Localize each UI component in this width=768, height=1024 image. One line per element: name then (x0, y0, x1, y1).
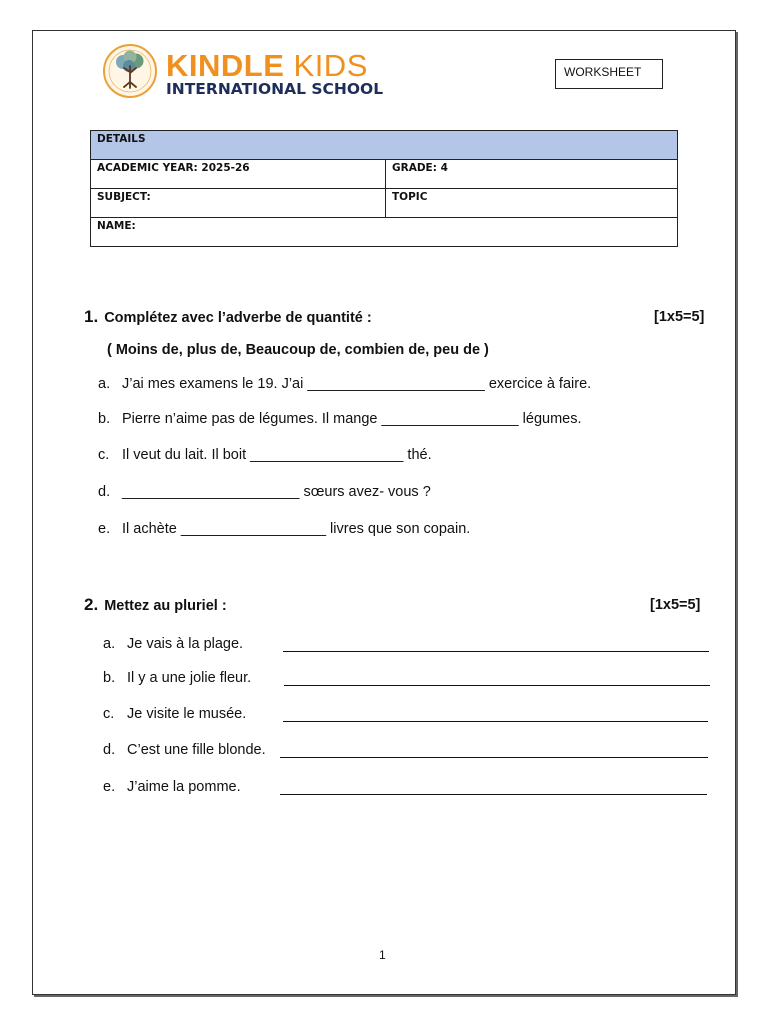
subject-cell: SUBJECT: (91, 189, 386, 218)
q2-item-d: d. C’est une fille blonde. (103, 742, 266, 758)
answer-blank[interactable]: ______________________ (307, 376, 485, 392)
q1-item-c: c. Il veut du lait. Il boit ___________________ thé. (98, 447, 432, 463)
academic-year-cell: ACADEMIC YEAR: 2025-26 (91, 160, 386, 189)
q1-item-a: a. J’ai mes examens le 19. J’ai ______________________ exercice à faire. (98, 376, 592, 392)
question-1-heading: 1. Complétez avec l’adverbe de quantité : (84, 307, 372, 326)
answer-line[interactable] (280, 757, 708, 758)
brand-subtitle: INTERNATIONAL SCHOOL (166, 80, 384, 98)
details-header: DETAILS (91, 131, 678, 160)
answer-line[interactable] (280, 794, 707, 795)
answer-blank[interactable]: ______________________ (122, 484, 300, 500)
answer-line[interactable] (284, 685, 710, 686)
school-brand (166, 50, 383, 98)
answer-blank[interactable]: ___________________ (250, 447, 404, 463)
question-2-marks: [1x5=5] (650, 597, 701, 613)
question-1-marks: [1x5=5] (654, 309, 705, 325)
q2-item-c: c. Je visite le musée. (103, 706, 247, 722)
answer-line[interactable] (283, 721, 708, 722)
q2-item-a: a. Je vais à la plage. (103, 636, 244, 652)
worksheet-label: WORKSHEET (555, 59, 663, 89)
answer-blank[interactable]: __________________ (180, 521, 327, 537)
answer-blank[interactable]: _________________ (381, 411, 519, 427)
q1-item-d: d. ______________________ sœurs avez- vous ? (98, 484, 431, 500)
topic-cell: TOPIC (386, 189, 678, 218)
question-2-heading: 2. Mettez au pluriel : (84, 595, 227, 614)
brand-name: KINDLE KIDS (166, 48, 368, 83)
page-number: 1 (379, 948, 386, 962)
name-cell: NAME: (91, 218, 678, 247)
school-logo-tree-icon (102, 42, 158, 100)
q2-item-b: b. Il y a une jolie fleur. (103, 670, 252, 686)
q1-item-b: b. Pierre n’aime pas de légumes. Il mange _________________ légumes. (98, 411, 582, 427)
details-table (90, 130, 678, 247)
word-list: ( Moins de, plus de, Beaucoup de, combien de, peu de ) (107, 342, 489, 358)
q2-item-e: e. J’aime la pomme. (103, 779, 241, 795)
answer-line[interactable] (283, 651, 709, 652)
q1-item-e: e. Il achète __________________ livres que son copain. (98, 521, 471, 537)
grade-cell: GRADE: 4 (386, 160, 678, 189)
